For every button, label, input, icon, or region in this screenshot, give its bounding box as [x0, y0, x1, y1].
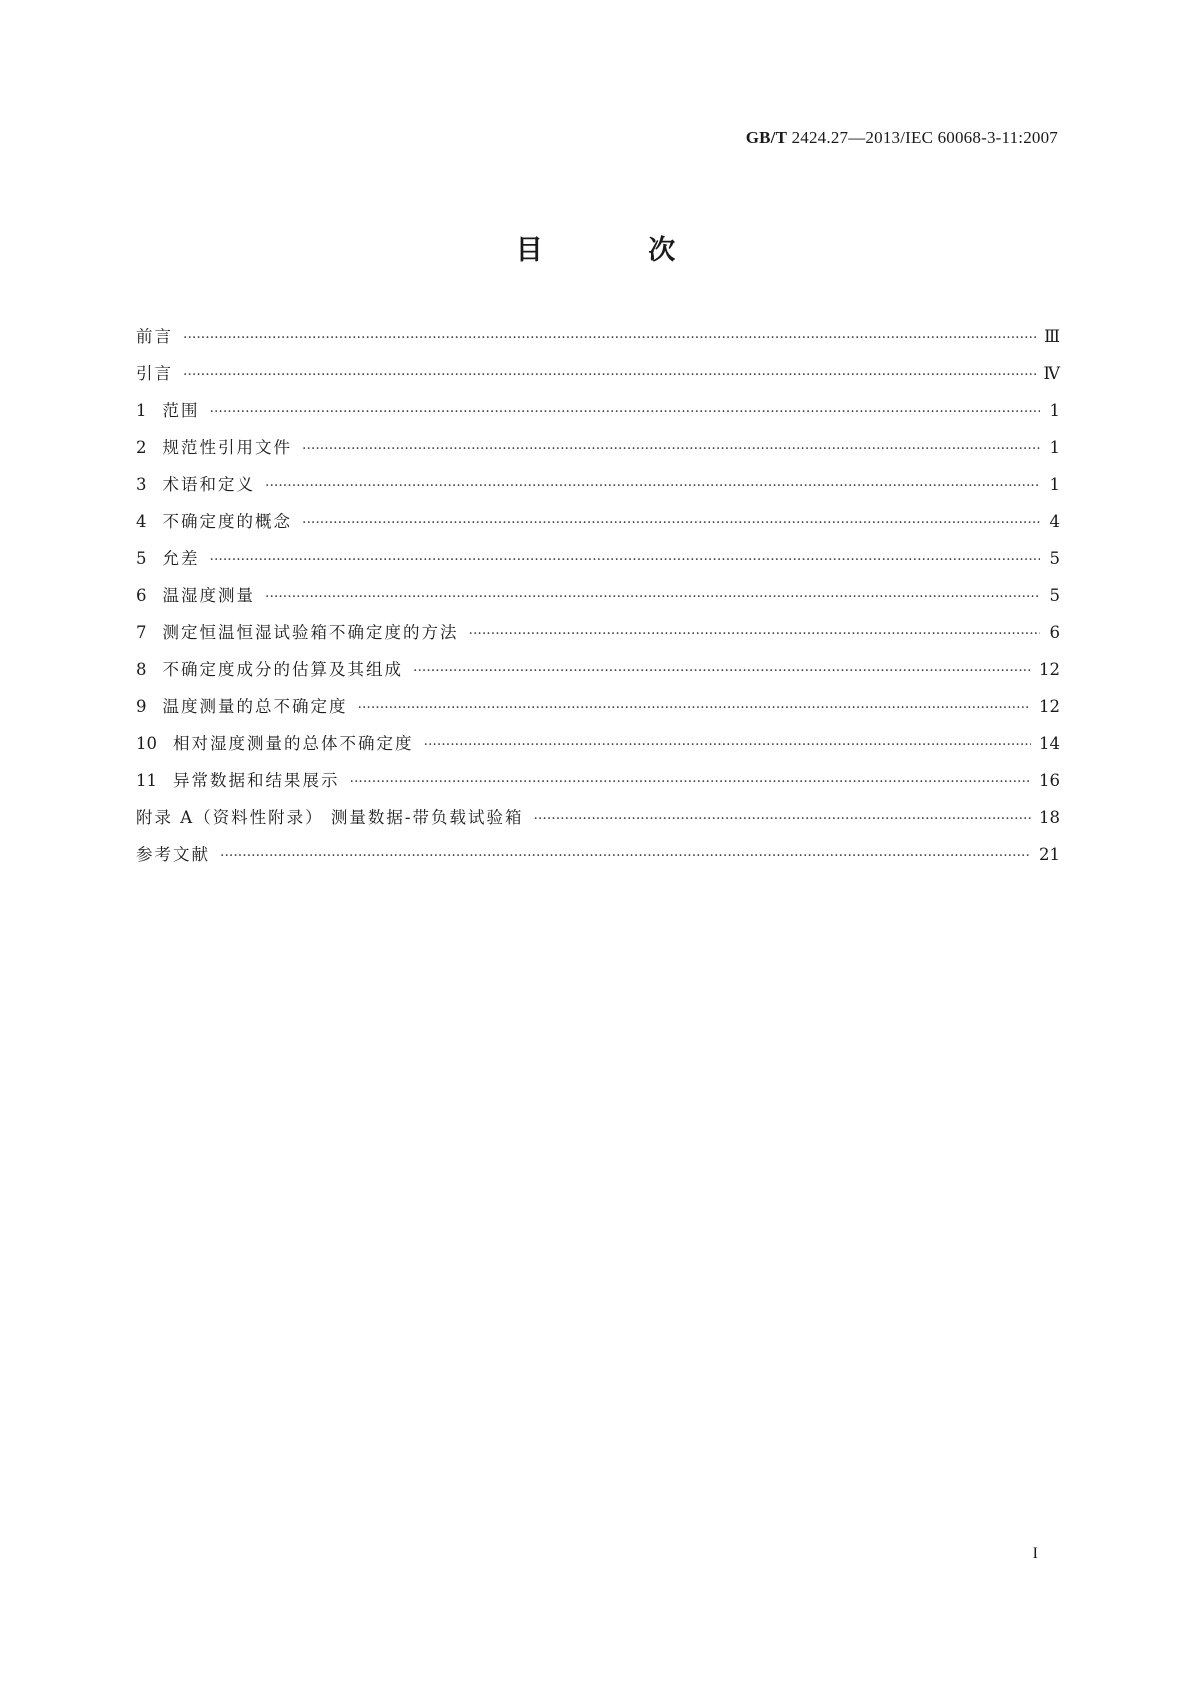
toc-dot-leader: [265, 478, 1040, 494]
toc-title: 目 次: [515, 235, 724, 266]
toc-entry-number: 2: [136, 438, 147, 457]
toc-entry-label: 异常数据和结果展示: [173, 771, 340, 790]
toc-entry-11[interactable]: [136, 767, 1060, 804]
standard-code-prefix: GB/T: [745, 128, 788, 147]
toc-dot-leader: [183, 367, 1036, 383]
toc-entry-9[interactable]: [136, 693, 1060, 730]
toc-entry-5[interactable]: [136, 545, 1060, 582]
toc-entry-10[interactable]: [136, 730, 1060, 767]
toc-entry-label: 测定恒温恒湿试验箱不确定度的方法: [162, 623, 459, 642]
toc-dot-leader: [183, 330, 1036, 346]
standard-code: [746, 128, 1058, 148]
toc-entry-number: 6: [136, 586, 147, 605]
toc-entry-introduction[interactable]: [136, 360, 1060, 397]
toc-entry-page: Ⅲ: [1044, 327, 1060, 346]
toc-entry-number: 10: [136, 734, 157, 753]
toc-entry-page: 1: [1049, 438, 1060, 457]
toc-dot-leader: [210, 404, 1041, 420]
toc-entry-page: Ⅳ: [1043, 364, 1060, 383]
toc-dot-leader: [220, 848, 1031, 864]
toc-entry-label: 温湿度测量: [162, 586, 255, 605]
toc-entry-4[interactable]: [136, 508, 1060, 545]
toc-entry-number: 7: [136, 623, 147, 642]
toc-entry-number: 5: [136, 549, 147, 568]
toc-entry-label: 不确定度成分的估算及其组成: [162, 660, 403, 679]
toc-entry-2[interactable]: [136, 434, 1060, 471]
toc-dot-leader: [469, 626, 1041, 642]
toc-entry-7[interactable]: [136, 619, 1060, 656]
toc-entry-page: 1: [1049, 401, 1060, 420]
toc-entry-number: 4: [136, 512, 147, 531]
table-of-contents: [136, 323, 1060, 878]
toc-entry-number: 8: [136, 660, 147, 679]
toc-entry-label: 温度测量的总不确定度: [162, 697, 348, 716]
page-number: I: [1032, 1545, 1038, 1562]
toc-entry-label: 范围: [162, 401, 200, 420]
toc-entry-page: 14: [1039, 734, 1060, 753]
toc-entry-foreword[interactable]: [136, 323, 1060, 360]
toc-entry-6[interactable]: [136, 582, 1060, 619]
toc-entry-page: 12: [1039, 697, 1060, 716]
toc-dot-leader: [358, 700, 1032, 716]
toc-entry-1[interactable]: [136, 397, 1060, 434]
toc-entry-label: 术语和定义: [162, 475, 255, 494]
toc-entry-label: 引言: [136, 364, 173, 383]
toc-entry-page: 21: [1039, 845, 1060, 864]
toc-entry-label: 附录 A（资料性附录） 测量数据-带负载试验箱: [136, 808, 524, 827]
toc-entry-label: 允差: [162, 549, 200, 568]
toc-dot-leader: [302, 441, 1040, 457]
toc-entry-bibliography[interactable]: [136, 841, 1060, 878]
toc-entry-page: 6: [1049, 623, 1060, 642]
standard-code-number: 2424.27—2013/IEC 60068-3-11:2007: [791, 128, 1058, 147]
toc-dot-leader: [413, 663, 1031, 679]
toc-dot-leader: [533, 811, 1031, 827]
toc-entry-page: 1: [1049, 475, 1060, 494]
toc-dot-leader: [424, 737, 1032, 753]
toc-entry-number: 9: [136, 697, 147, 716]
toc-entry-page: 16: [1039, 771, 1060, 790]
toc-entry-page: 4: [1049, 512, 1060, 531]
toc-entry-page: 12: [1039, 660, 1060, 679]
toc-dot-leader: [265, 589, 1040, 605]
toc-entry-3[interactable]: [136, 471, 1060, 508]
toc-entry-label: 相对湿度测量的总体不确定度: [173, 734, 414, 753]
toc-entry-number: 3: [136, 475, 147, 494]
toc-entry-number: 1: [136, 401, 147, 420]
toc-entry-8[interactable]: [136, 656, 1060, 693]
toc-entry-label: 参考文献: [136, 845, 210, 864]
toc-dot-leader: [210, 552, 1041, 568]
toc-entry-label: 前言: [136, 327, 173, 346]
toc-entry-label: 规范性引用文件: [162, 438, 292, 457]
toc-entry-page: 5: [1049, 586, 1060, 605]
toc-dot-leader: [350, 774, 1032, 790]
toc-entry-page: 5: [1049, 549, 1060, 568]
toc-dot-leader: [302, 515, 1040, 531]
toc-entry-number: 11: [136, 771, 157, 790]
toc-entry-page: 18: [1039, 808, 1060, 827]
toc-entry-annex-a[interactable]: [136, 804, 1060, 841]
toc-entry-label: 不确定度的概念: [162, 512, 292, 531]
